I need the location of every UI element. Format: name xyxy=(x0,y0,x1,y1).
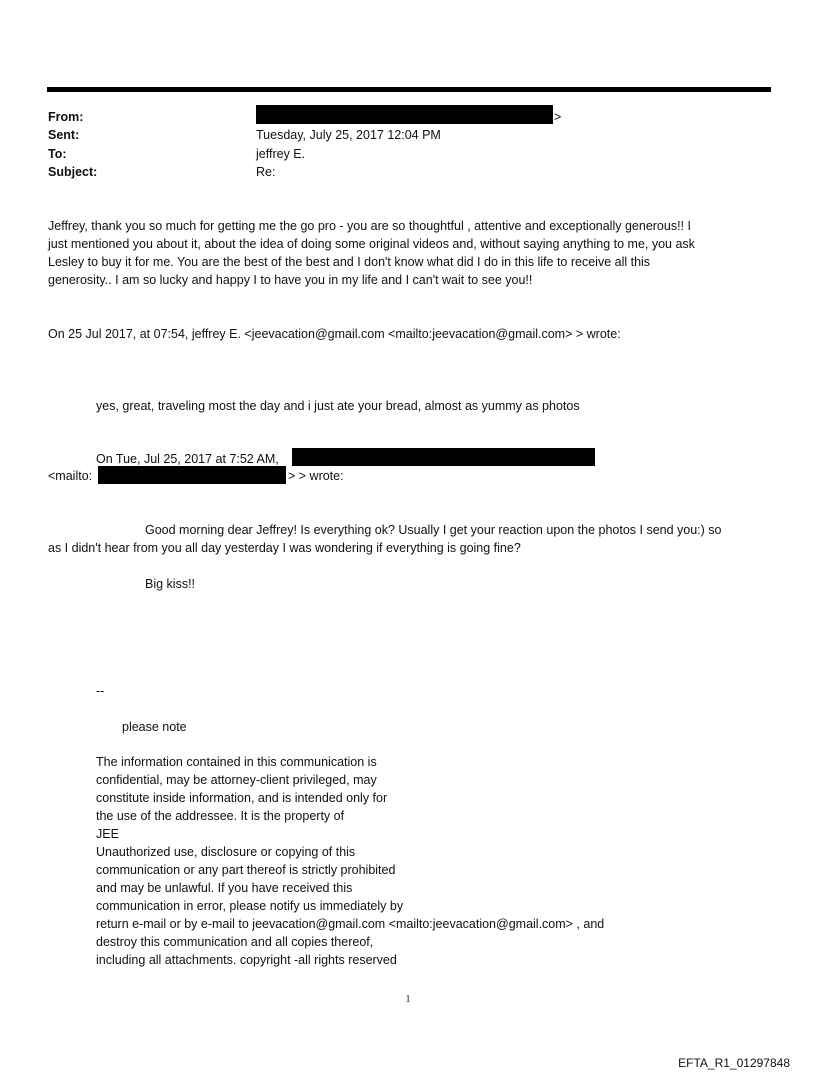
subject-value: Re: xyxy=(256,165,276,179)
subject-label: Subject: xyxy=(48,165,98,179)
please-note: please note xyxy=(122,720,187,734)
to-value: jeffrey E. xyxy=(256,147,306,161)
to-label: To: xyxy=(48,147,67,161)
disclaimer-line: confidential, may be attorney-client privileged, may xyxy=(96,773,377,787)
quote1-header: On 25 Jul 2017, at 07:54, jeffrey E. <jeevacation@gmail.com <mailto:jeevacation@gmail.com> > wrote: xyxy=(48,327,621,341)
redacted-sender xyxy=(256,105,553,124)
redacted-sender-name xyxy=(292,448,595,466)
disclaimer-line: destroy this communication and all copies thereof, xyxy=(96,935,374,949)
quote2-mailto: <mailto: xyxy=(48,469,93,483)
from-label: From: xyxy=(48,110,84,124)
disclaimer-line: The information contained in this communication is xyxy=(96,755,377,769)
disclaimer-line: communication or any part thereof is strictly prohibited xyxy=(96,863,396,877)
header-rule xyxy=(47,87,771,92)
quote2-wrote: > > wrote: xyxy=(288,469,344,483)
quote2-signoff: Big kiss!! xyxy=(145,577,196,591)
quote1-text: yes, great, traveling most the day and i just ate your bread, almost as yummy as photos xyxy=(96,399,580,413)
message-line: just mentioned you about it, about the idea of doing some original videos and, without saying anything to me, you ask xyxy=(48,237,695,251)
redacted-sender-email xyxy=(98,466,286,484)
disclaimer-line: JEE xyxy=(96,827,119,841)
quote2-header: On Tue, Jul 25, 2017 at 7:52 AM, xyxy=(96,452,279,466)
sent-value: Tuesday, July 25, 2017 12:04 PM xyxy=(256,128,441,142)
quote2-line: Good morning dear Jeffrey! Is everything ok? Usually I get your reaction upon the photos I send you:) so xyxy=(145,523,722,537)
from-suffix: > xyxy=(554,110,562,124)
document-id: EFTA_R1_01297848 xyxy=(678,1056,790,1070)
disclaimer-line: return e-mail or by e-mail to jeevacation@gmail.com <mailto:jeevacation@gmail.com> , and xyxy=(96,917,605,931)
message-line: Lesley to buy it for me. You are the best of the best and I don't know what did I do in this life to receive all this xyxy=(48,255,651,269)
disclaimer-line: including all attachments. copyright -all rights reserved xyxy=(96,953,397,967)
quote2-line: as I didn't hear from you all day yesterday I was wondering if everything is going fine? xyxy=(48,541,521,555)
disclaimer-line: Unauthorized use, disclosure or copying of this xyxy=(96,845,356,859)
message-line: generosity.. I am so lucky and happy I to have you in my life and I can't wait to see you!! xyxy=(48,273,533,287)
message-line: Jeffrey, thank you so much for getting me the go pro - you are so thoughtful , attentive and exceptionally generous!! I xyxy=(48,219,691,233)
disclaimer-line: constitute inside information, and is intended only for xyxy=(96,791,388,805)
signature-dashes: -- xyxy=(96,684,105,698)
disclaimer-line: and may be unlawful. If you have received this xyxy=(96,881,353,895)
disclaimer-line: communication in error, please notify us immediately by xyxy=(96,899,404,913)
disclaimer-line: the use of the addressee. It is the property of xyxy=(96,809,345,823)
page-number: 1 xyxy=(405,994,411,1005)
sent-label: Sent: xyxy=(48,128,80,142)
